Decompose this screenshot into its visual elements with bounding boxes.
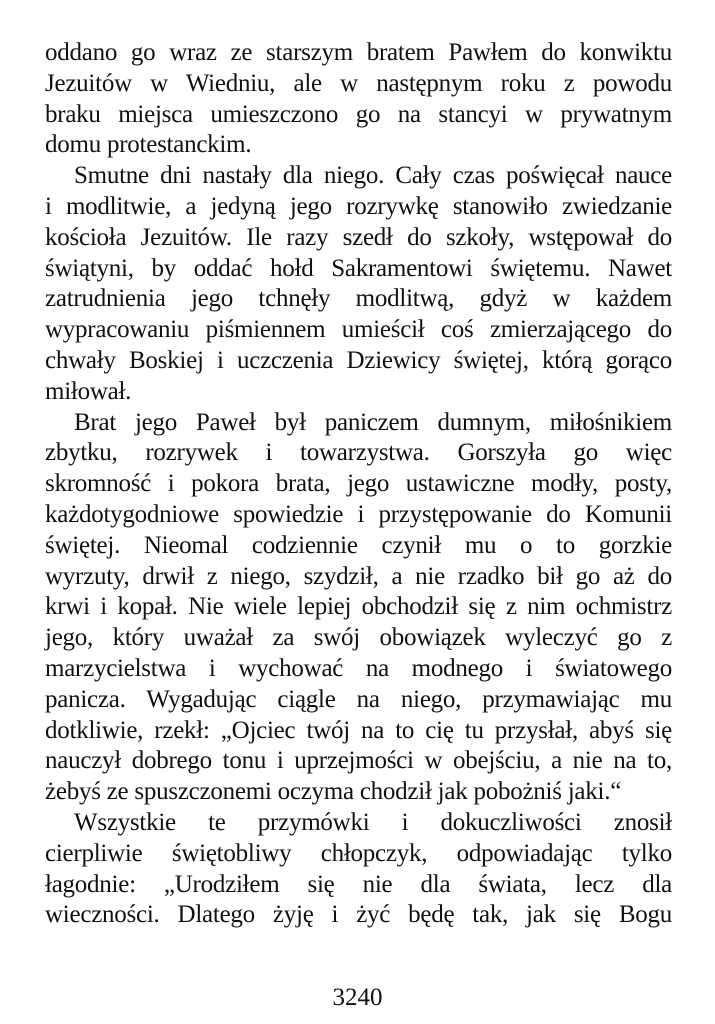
text-line: zbytku, rozrywek i towarzystwa. Gorszyła go więc [45,439,672,467]
text-line: zatrudnienia jego tchnęły modlitwą, gdyż w każdem [45,285,672,313]
text-line: wyrzuty, drwił z niego, szydził, a nie rzadko bił go aż do [45,562,672,590]
text-line: Wszystkie te przymówki i dokuczliwości znosił [74,808,672,836]
page-body [45,38,672,931]
text-line: jego, który uważał za swój obowiązek wyleczyć go z [45,624,672,652]
text-line: wypracowaniu piśmiennem umieścił coś zmierzającego do [45,316,672,344]
text-line: żebyś ze spuszczonemi oczyma chodził jak pobożniś jaki.“ [45,778,622,806]
text-line: Jezuitów w Wiedniu, ale w następnym roku z powodu [45,69,672,97]
text-line: wieczności. Dlatego żyję i żyć będę tak, jak się Bogu [45,901,672,929]
text-line: skromność i pokora brata, jego ustawiczne modły, posty, [45,470,672,498]
paragraph [45,408,672,808]
text-line: chwały Boskiej i uczczenia Dziewicy świętej, którą gorąco [45,346,672,374]
text-line: domu protestanckim. [45,131,252,159]
text-line: świątyni, by oddać hołd Sakramentowi świętemu. Nawet [45,254,672,282]
text-line: oddano go wraz ze starszym bratem Pawłem do konwiktu [45,39,672,66]
page-number: 3240 [332,984,383,1011]
paragraph [45,38,672,161]
text-line: każdotygodniowe spowiedzie i przystępowanie do Komunii [45,500,672,528]
text-line: i modlitwie, a jedyną jego rozrywkę stanowiło zwiedzanie [45,192,672,220]
text-line: dotkliwie, rzekł: „Ojciec twój na to cię tu przysłał, abyś się [45,716,672,744]
paragraph [45,808,672,931]
text-line: łagodnie: „Urodziłem się nie dla świata, lecz dla [45,870,672,898]
text-line: świętej. Nieomal codziennie czynił mu o to gorzkie [45,531,672,559]
text-line: panicza. Wygadując ciągle na niego, przymawiając mu [45,685,672,713]
text-line: nauczył dobrego tonu i uprzejmości w obejściu, a nie na to, [45,747,672,775]
text-line: miłował. [45,377,132,405]
text-line: kościoła Jezuitów. Ile razy szedł do szkoły, wstępował do [45,223,672,251]
paragraph [45,161,672,407]
text-line: cierpliwie świętobliwy chłopczyk, odpowiadając tylko [45,839,672,867]
text-line: marzycielstwa i wychować na modnego i światowego [45,654,672,682]
text-line: krwi i kopał. Nie wiele lepiej obchodził się z nim ochmistrz [45,593,672,621]
text-line: Brat jego Paweł był paniczem dumnym, miłośnikiem [74,408,672,436]
text-line: Smutne dni nastały dla niego. Cały czas poświęcał nauce [74,162,672,190]
text-line: braku miejsca umieszczono go na stancyi w prywatnym [45,100,672,128]
